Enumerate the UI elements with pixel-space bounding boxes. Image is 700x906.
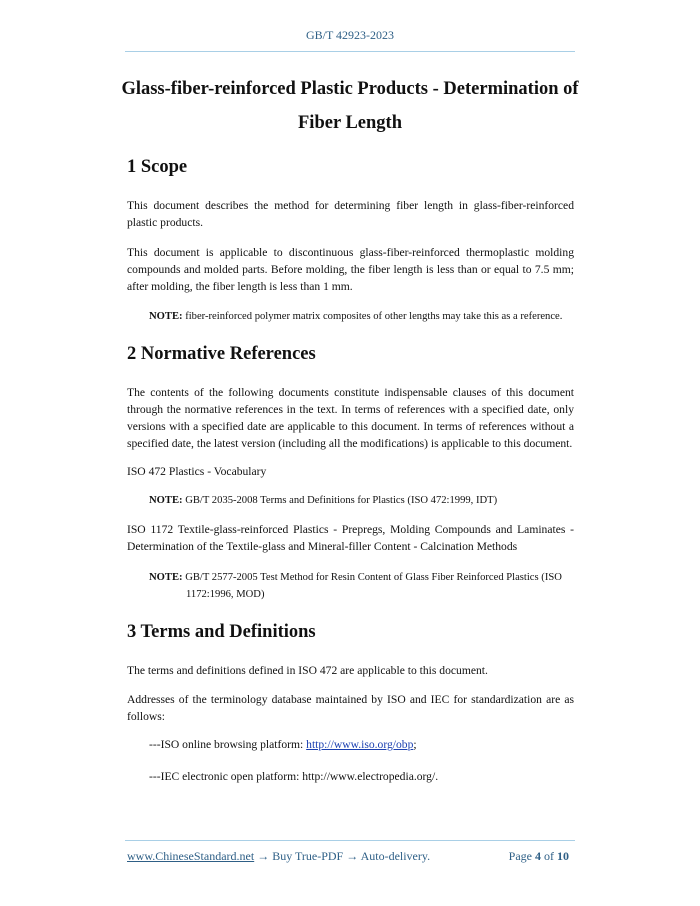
iso-platform-label: ---ISO online browsing platform: bbox=[149, 738, 307, 751]
note-label: NOTE: bbox=[149, 495, 183, 506]
section-heading-normative-references: 2 Normative References bbox=[127, 344, 316, 364]
note-text-continued: 1172:1996, MOD) bbox=[186, 589, 265, 600]
doc-id-header: GB/T 42923-2023 bbox=[305, 28, 395, 42]
title-line-2: Fiber Length bbox=[298, 113, 402, 133]
document-title bbox=[110, 72, 590, 140]
paragraph: This document describes the method for determining fiber length in glass-fiber-reinforced plastic products. bbox=[127, 199, 574, 229]
footer-promo bbox=[127, 849, 430, 864]
paragraph: Addresses of the terminology database maintained by ISO and IEC for standardization are as follows: bbox=[127, 693, 574, 723]
current-page: 4 bbox=[535, 849, 541, 863]
of-label: of bbox=[541, 849, 557, 863]
footer-text: → Buy True-PDF → Auto-delivery. bbox=[254, 849, 431, 863]
iso-platform-line bbox=[149, 738, 417, 751]
reference-iso-1172: ISO 1172 Textile-glass-reinforced Plastics - Prepregs, Molding Compounds and Laminates - Determination of the Textile-glass and Mineral-filler Content - Calcination Methods bbox=[127, 523, 574, 553]
note-text: GB/T 2577-2005 Test Method for Resin Content of Glass Fiber Reinforced Plastics (ISO bbox=[182, 572, 562, 583]
paragraph: The terms and definitions defined in ISO 472 are applicable to this document. bbox=[127, 664, 488, 677]
note bbox=[149, 492, 574, 509]
note-text: GB/T 2035-2008 Terms and Definitions for Plastics (ISO 472:1999, IDT) bbox=[182, 495, 498, 506]
page-label: Page bbox=[508, 849, 535, 863]
punctuation: ; bbox=[413, 738, 417, 751]
chinesestandard-link[interactable]: www.ChineseStandard.net bbox=[127, 849, 255, 863]
section-heading-terms: 3 Terms and Definitions bbox=[127, 622, 316, 642]
reference-iso-472: ISO 472 Plastics - Vocabulary bbox=[127, 465, 267, 478]
note bbox=[149, 308, 574, 325]
note bbox=[149, 569, 574, 603]
title-line-1: Glass-fiber-reinforced Plastic Products - Determination of bbox=[121, 79, 579, 99]
note-label: NOTE: bbox=[149, 572, 183, 583]
paragraph: The contents of the following documents constitute indispensable clauses of this document through the normative references in the text. In terms of references with a specified date, only versions with a specified date are applicable to this document. In terms of references without a specified date, the latest version (including all the modifications) is applicable to this document. bbox=[127, 386, 574, 450]
page-number bbox=[509, 849, 569, 864]
section-heading-scope: 1 Scope bbox=[127, 157, 188, 177]
iec-platform-line: ---IEC electronic open platform: http://www.electropedia.org/. bbox=[149, 770, 439, 783]
paragraph: This document is applicable to discontinuous glass-fiber-reinforced thermoplastic molding compounds and molded parts. Before molding, the fiber length is less than or equal to 7.5 mm; after molding, the fiber length is less than 1 mm. bbox=[127, 246, 574, 293]
note-text: fiber-reinforced polymer matrix composites of other lengths may take this as a reference. bbox=[182, 311, 563, 322]
total-pages: 10 bbox=[557, 849, 569, 863]
header-rule bbox=[125, 51, 575, 52]
note-label: NOTE: bbox=[149, 311, 183, 322]
iso-obp-link[interactable]: http://www.iso.org/obp bbox=[306, 738, 414, 751]
footer-rule bbox=[125, 840, 575, 841]
